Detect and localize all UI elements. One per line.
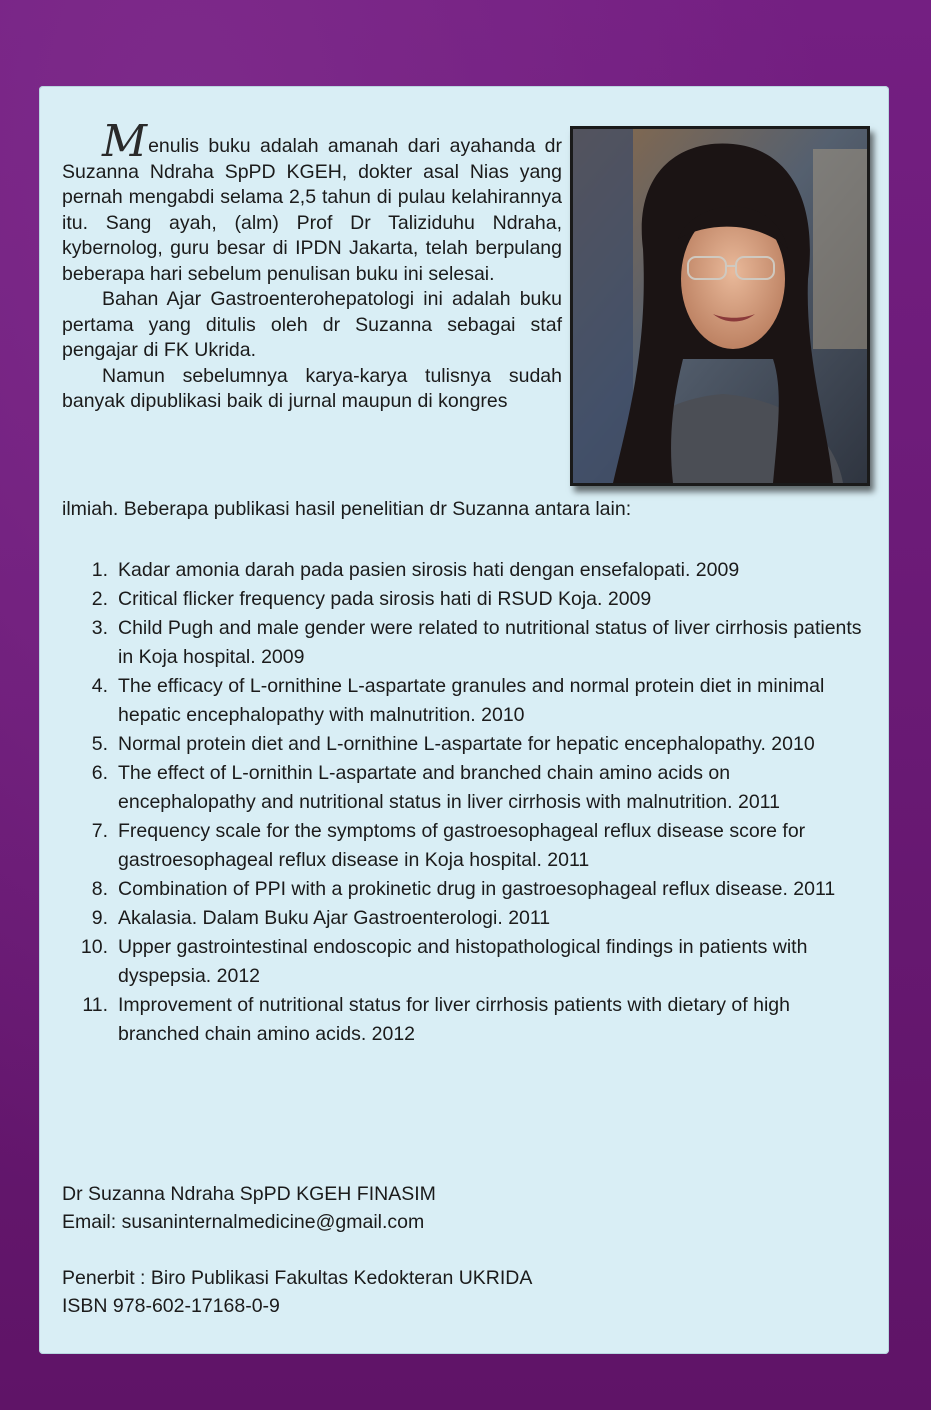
isbn-line: ISBN 978-602-17168-0-9 bbox=[62, 1295, 280, 1317]
publication-number: 8. bbox=[91, 878, 108, 900]
publication-item bbox=[62, 614, 862, 672]
publication-item bbox=[62, 730, 862, 759]
publication-item bbox=[62, 759, 862, 817]
publication-number: 2. bbox=[91, 588, 108, 610]
publication-item bbox=[62, 875, 862, 904]
publication-title: The efficacy of L-ornithine L-aspartate granules and normal protein diet in minimal hepatic encephalopathy with malnutrition. 2010 bbox=[118, 675, 825, 726]
author-photo bbox=[570, 126, 870, 486]
publication-item bbox=[62, 817, 862, 875]
author-portrait-image bbox=[573, 129, 867, 483]
publication-number: 11. bbox=[82, 994, 108, 1016]
intro-paragraph-1-text: enulis buku adalah amanah dari ayahanda dr Suzanna Ndraha SpPD KGEH, dokter asal Nias yang pernah mengabdi selama 2,5 tahun di pulau kelahirannya itu. Sang ayah, (alm) Prof Dr Taliziduhu Ndraha, kybernolog, guru besar di IPDN Jakarta, telah berpulang beberapa hari sebelum penulisan buku ini selesai. bbox=[62, 135, 562, 285]
author-name: Dr Suzanna Ndraha SpPD KGEH FINASIM bbox=[62, 1183, 436, 1205]
footer-info bbox=[62, 1180, 762, 1320]
publication-number: 4. bbox=[91, 675, 108, 697]
publication-number: 10. bbox=[80, 936, 108, 958]
intro-paragraph-1 bbox=[62, 116, 562, 287]
intro-paragraph-3-end: ilmiah. Beberapa publikasi hasil penelitian dr Suzanna antara lain: bbox=[62, 498, 632, 520]
publication-item bbox=[62, 991, 862, 1049]
publication-title: Combination of PPI with a prokinetic drug in gastroesophageal reflux disease. 2011 bbox=[118, 878, 836, 900]
publication-number: 3. bbox=[91, 617, 108, 639]
publication-number: 1. bbox=[91, 559, 108, 581]
publication-number: 6. bbox=[91, 762, 108, 784]
drop-cap-letter: M bbox=[102, 116, 148, 167]
publication-item bbox=[62, 672, 862, 730]
intro-paragraph-2: Bahan Ajar Gastroenterohepatologi ini adalah buku pertama yang ditulis oleh dr Suzanna sebagai staf pengajar di FK Ukrida. bbox=[62, 288, 562, 361]
publication-title: Child Pugh and male gender were related to nutritional status of liver cirrhosis patients in Koja hospital. 2009 bbox=[118, 617, 862, 668]
publication-item bbox=[62, 585, 862, 614]
intro-text bbox=[62, 116, 562, 415]
publication-list bbox=[62, 556, 862, 1049]
publication-number: 9. bbox=[91, 907, 108, 929]
publication-title: Kadar amonia darah pada pasien sirosis hati dengan ensefalopati. 2009 bbox=[118, 559, 740, 581]
intro-paragraph-3: Namun sebelumnya karya-karya tulisnya sudah banyak dipublikasi baik di jurnal maupun di kongres bbox=[62, 364, 562, 412]
publication-title: Upper gastrointestinal endoscopic and histopathological findings in patients with dyspepsia. 2012 bbox=[118, 936, 808, 987]
publication-item bbox=[62, 904, 862, 933]
publication-title: Normal protein diet and L-ornithine L-aspartate for hepatic encephalopathy. 2010 bbox=[118, 733, 815, 755]
publication-number: 7. bbox=[91, 820, 108, 842]
publication-item bbox=[62, 556, 862, 585]
publication-title: The effect of L-ornithin L-aspartate and branched chain amino acids on encephalopathy and nutritional status in liver cirrhosis with malnutrition. 2011 bbox=[118, 762, 780, 813]
publication-number: 5. bbox=[91, 733, 108, 755]
publication-item bbox=[62, 933, 862, 991]
publication-title: Frequency scale for the symptoms of gastroesophageal reflux disease score for gastroesophageal reflux disease in Koja hospital. 2011 bbox=[118, 820, 806, 871]
publication-title: Akalasia. Dalam Buku Ajar Gastroenterologi. 2011 bbox=[118, 907, 551, 929]
author-email: Email: susaninternalmedicine@gmail.com bbox=[62, 1211, 425, 1233]
publisher-line: Penerbit : Biro Publikasi Fakultas Kedokteran UKRIDA bbox=[62, 1267, 533, 1289]
publication-title: Improvement of nutritional status for liver cirrhosis patients with dietary of high branched chain amino acids. 2012 bbox=[118, 994, 790, 1045]
publication-title: Critical flicker frequency pada sirosis hati di RSUD Koja. 2009 bbox=[118, 588, 652, 610]
